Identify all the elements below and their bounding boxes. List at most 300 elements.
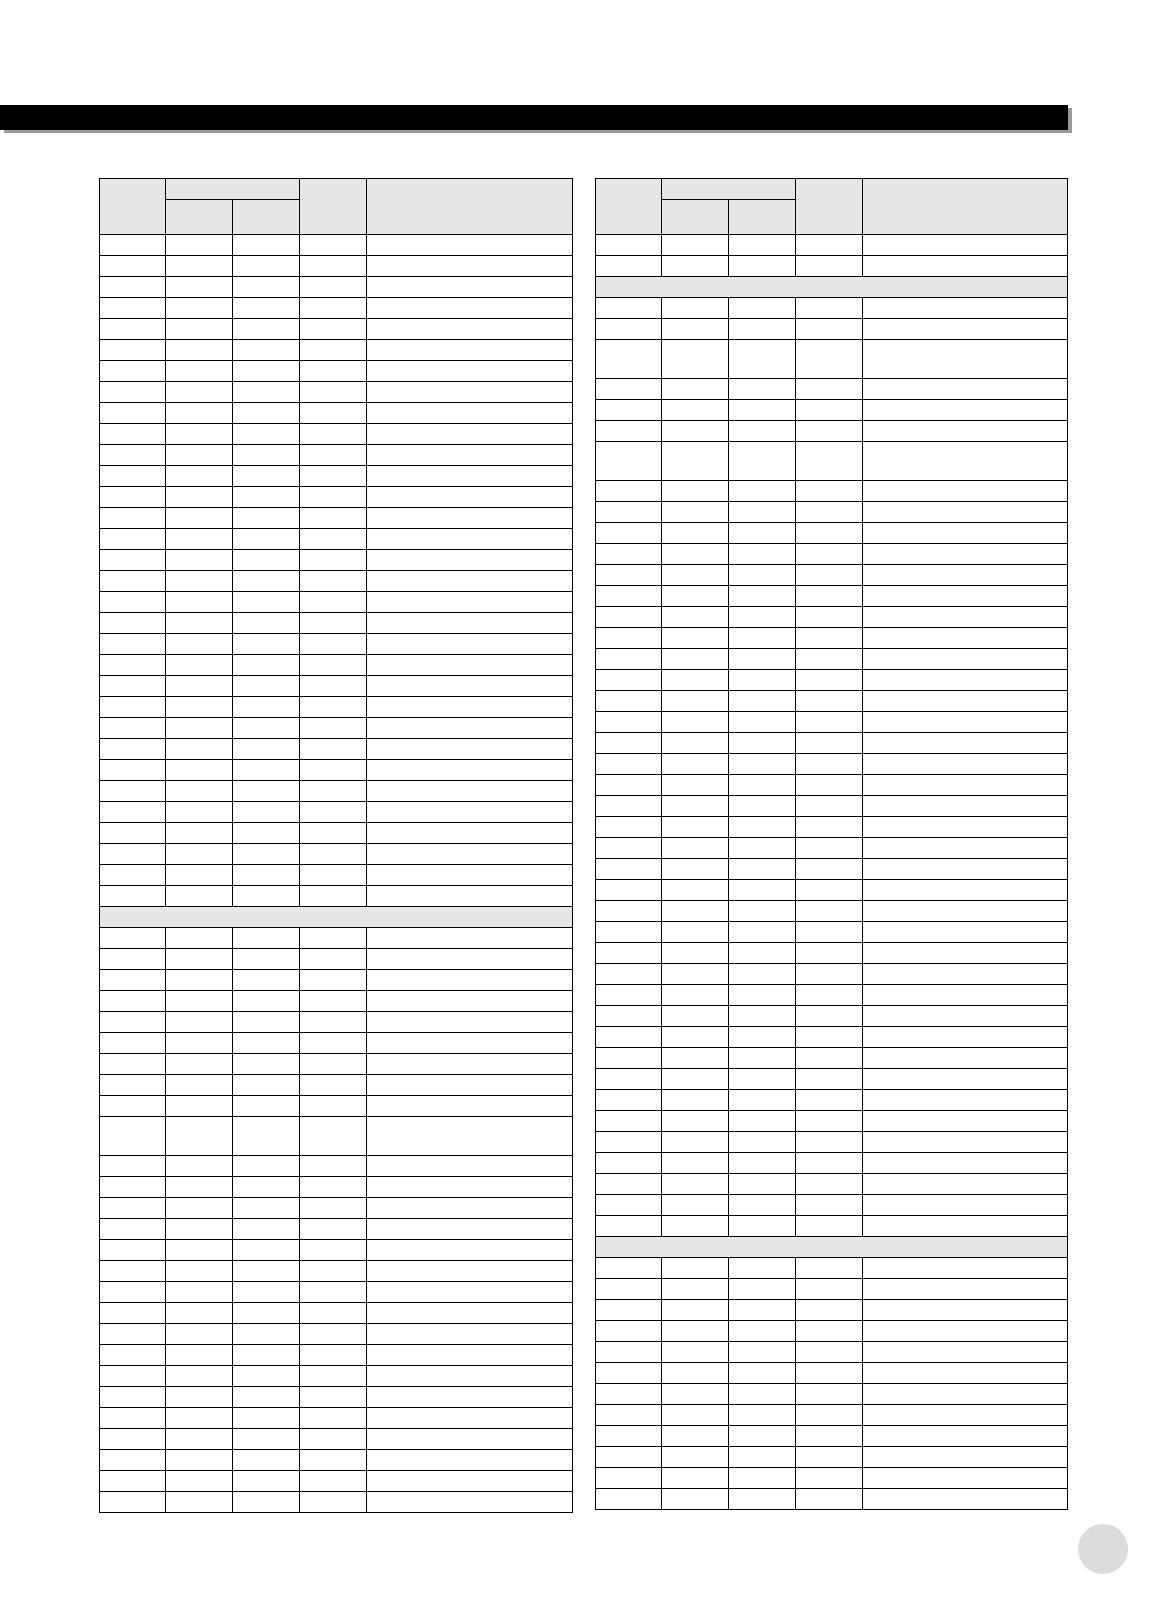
table-row xyxy=(596,880,1068,901)
cell-voice-name xyxy=(367,424,573,445)
cell-lsb xyxy=(233,592,300,613)
cell-number xyxy=(100,571,166,592)
cell-lsb xyxy=(729,712,796,733)
cell-msb xyxy=(166,298,233,319)
cell-program xyxy=(300,1177,367,1198)
cell-msb xyxy=(662,712,729,733)
table-row xyxy=(100,1282,573,1303)
cell-number xyxy=(100,865,166,886)
cell-lsb xyxy=(233,676,300,697)
cell-program xyxy=(796,1111,863,1132)
cell-msb xyxy=(166,1492,233,1513)
cell-lsb xyxy=(233,298,300,319)
table-row xyxy=(100,613,573,634)
cell-voice-name xyxy=(863,901,1068,922)
cell-lsb xyxy=(729,298,796,319)
cell-program xyxy=(796,256,863,277)
table-row xyxy=(596,1279,1068,1300)
cell-program xyxy=(796,628,863,649)
cell-msb xyxy=(166,718,233,739)
table-row xyxy=(100,1366,573,1387)
cell-program xyxy=(300,1408,367,1429)
cell-number xyxy=(596,1405,662,1426)
cell-program xyxy=(796,1027,863,1048)
cell-lsb xyxy=(233,256,300,277)
cell-number xyxy=(100,1033,166,1054)
cell-lsb xyxy=(729,1258,796,1279)
cell-lsb xyxy=(729,1363,796,1384)
header-group xyxy=(662,179,796,200)
cell-number xyxy=(596,1384,662,1405)
cell-voice-name xyxy=(863,421,1068,442)
cell-program xyxy=(796,1090,863,1111)
table-row xyxy=(596,502,1068,523)
cell-voice-name xyxy=(863,943,1068,964)
cell-program xyxy=(796,235,863,256)
cell-number xyxy=(100,718,166,739)
cell-number xyxy=(100,739,166,760)
cell-number xyxy=(100,1198,166,1219)
table-header-row xyxy=(100,179,573,200)
cell-lsb xyxy=(233,718,300,739)
cell-msb xyxy=(662,523,729,544)
cell-number xyxy=(596,1069,662,1090)
cell-program xyxy=(796,1006,863,1027)
cell-voice-name xyxy=(367,382,573,403)
cell-program xyxy=(300,823,367,844)
cell-number xyxy=(596,298,662,319)
cell-voice-name xyxy=(367,1033,573,1054)
table-row xyxy=(100,781,573,802)
cell-program xyxy=(796,1132,863,1153)
cell-lsb xyxy=(729,691,796,712)
table-row xyxy=(596,649,1068,670)
table-row xyxy=(100,1033,573,1054)
cell-voice-name xyxy=(863,298,1068,319)
cell-program xyxy=(796,691,863,712)
cell-msb xyxy=(166,1366,233,1387)
cell-program xyxy=(300,1324,367,1345)
section-label xyxy=(596,277,1068,298)
cell-program xyxy=(300,1156,367,1177)
cell-program xyxy=(300,235,367,256)
cell-msb xyxy=(166,823,233,844)
cell-voice-name xyxy=(367,1240,573,1261)
cell-lsb xyxy=(729,1384,796,1405)
cell-number xyxy=(596,985,662,1006)
cell-lsb xyxy=(729,880,796,901)
cell-voice-name xyxy=(863,1447,1068,1468)
cell-program xyxy=(796,880,863,901)
cell-voice-name xyxy=(367,823,573,844)
table-row xyxy=(100,1219,573,1240)
cell-voice-name xyxy=(367,1117,573,1156)
cell-number xyxy=(596,943,662,964)
cell-msb xyxy=(166,634,233,655)
cell-msb xyxy=(662,442,729,481)
cell-lsb xyxy=(729,1489,796,1510)
cell-number xyxy=(596,838,662,859)
table-row xyxy=(100,949,573,970)
table-row xyxy=(596,442,1068,481)
cell-voice-name xyxy=(863,1300,1068,1321)
cell-lsb xyxy=(729,1468,796,1489)
cell-lsb xyxy=(729,1195,796,1216)
cell-number xyxy=(596,1027,662,1048)
cell-voice-name xyxy=(863,1090,1068,1111)
table-row xyxy=(100,1429,573,1450)
table-row xyxy=(596,1132,1068,1153)
cell-program xyxy=(300,949,367,970)
cell-number xyxy=(100,697,166,718)
cell-number xyxy=(100,1261,166,1282)
cell-msb xyxy=(166,1117,233,1156)
cell-lsb xyxy=(729,1048,796,1069)
cell-lsb xyxy=(233,1198,300,1219)
cell-number xyxy=(100,340,166,361)
cell-msb xyxy=(166,739,233,760)
cell-program xyxy=(796,1321,863,1342)
cell-number xyxy=(100,550,166,571)
cell-voice-name xyxy=(367,613,573,634)
table-row xyxy=(100,340,573,361)
table-row xyxy=(596,838,1068,859)
cell-number xyxy=(100,1429,166,1450)
cell-msb xyxy=(662,1489,729,1510)
cell-voice-name xyxy=(863,1489,1068,1510)
cell-voice-name xyxy=(863,565,1068,586)
cell-number xyxy=(596,754,662,775)
table-row xyxy=(596,985,1068,1006)
cell-msb xyxy=(166,1075,233,1096)
cell-number xyxy=(100,844,166,865)
cell-voice-name xyxy=(367,634,573,655)
cell-voice-name xyxy=(367,1219,573,1240)
cell-lsb xyxy=(233,1450,300,1471)
cell-program xyxy=(796,319,863,340)
cell-lsb xyxy=(233,928,300,949)
table-row xyxy=(596,523,1068,544)
cell-lsb xyxy=(233,886,300,907)
cell-voice-name xyxy=(367,802,573,823)
cell-voice-name xyxy=(367,865,573,886)
cell-program xyxy=(796,1153,863,1174)
cell-lsb xyxy=(729,775,796,796)
cell-lsb xyxy=(233,235,300,256)
cell-number xyxy=(596,775,662,796)
cell-number xyxy=(100,1075,166,1096)
cell-voice-name xyxy=(863,1069,1068,1090)
cell-voice-name xyxy=(367,1282,573,1303)
cell-lsb xyxy=(233,1303,300,1324)
cell-program xyxy=(300,970,367,991)
table-row xyxy=(596,1174,1068,1195)
cell-lsb xyxy=(729,421,796,442)
table-row xyxy=(100,970,573,991)
cell-number xyxy=(596,1048,662,1069)
cell-program xyxy=(300,802,367,823)
cell-number xyxy=(100,487,166,508)
table-row xyxy=(100,1054,573,1075)
table-row xyxy=(100,1156,573,1177)
cell-msb xyxy=(166,1177,233,1198)
cell-number xyxy=(100,1240,166,1261)
table-row xyxy=(596,1447,1068,1468)
table-row xyxy=(100,277,573,298)
cell-number xyxy=(596,901,662,922)
page-number-badge xyxy=(1078,1524,1128,1574)
cell-voice-name xyxy=(863,1027,1068,1048)
cell-lsb xyxy=(233,844,300,865)
cell-number xyxy=(100,1012,166,1033)
cell-lsb xyxy=(729,442,796,481)
cell-msb xyxy=(166,466,233,487)
cell-number xyxy=(100,760,166,781)
cell-number xyxy=(596,670,662,691)
cell-program xyxy=(300,613,367,634)
cell-program xyxy=(300,718,367,739)
voice-list-table-right xyxy=(595,178,1068,1510)
cell-number xyxy=(100,781,166,802)
cell-program xyxy=(796,838,863,859)
cell-program xyxy=(300,424,367,445)
cell-number xyxy=(100,277,166,298)
cell-voice-name xyxy=(863,922,1068,943)
table-row xyxy=(596,733,1068,754)
table-row xyxy=(100,1012,573,1033)
cell-msb xyxy=(662,421,729,442)
cell-program xyxy=(796,298,863,319)
cell-number xyxy=(100,1450,166,1471)
cell-number xyxy=(596,817,662,838)
cell-lsb xyxy=(233,1471,300,1492)
cell-msb xyxy=(166,781,233,802)
cell-program xyxy=(300,1471,367,1492)
cell-msb xyxy=(166,970,233,991)
cell-msb xyxy=(166,886,233,907)
cell-voice-name xyxy=(367,361,573,382)
cell-number xyxy=(100,1387,166,1408)
cell-lsb xyxy=(729,1447,796,1468)
cell-lsb xyxy=(729,1153,796,1174)
cell-number xyxy=(100,403,166,424)
cell-lsb xyxy=(233,802,300,823)
cell-msb xyxy=(662,502,729,523)
cell-number xyxy=(596,1195,662,1216)
cell-voice-name xyxy=(863,400,1068,421)
cell-voice-name xyxy=(863,1006,1068,1027)
cell-number xyxy=(100,991,166,1012)
cell-msb xyxy=(662,544,729,565)
cell-program xyxy=(300,319,367,340)
cell-lsb xyxy=(233,613,300,634)
cell-voice-name xyxy=(863,586,1068,607)
cell-number xyxy=(100,949,166,970)
cell-number xyxy=(596,1111,662,1132)
header-sub-1 xyxy=(662,200,729,235)
cell-voice-name xyxy=(367,1096,573,1117)
cell-number xyxy=(100,361,166,382)
cell-program xyxy=(300,1303,367,1324)
cell-lsb xyxy=(233,634,300,655)
cell-lsb xyxy=(729,1426,796,1447)
table-row xyxy=(100,256,573,277)
cell-program xyxy=(796,379,863,400)
cell-voice-name xyxy=(863,1321,1068,1342)
cell-number xyxy=(100,1345,166,1366)
table-row xyxy=(596,235,1068,256)
cell-lsb xyxy=(729,901,796,922)
cell-msb xyxy=(662,880,729,901)
section-label xyxy=(100,907,573,928)
table-row xyxy=(596,1027,1068,1048)
cell-voice-name xyxy=(367,991,573,1012)
header-sub-2 xyxy=(233,200,300,235)
cell-voice-name xyxy=(367,1303,573,1324)
cell-voice-name xyxy=(863,1132,1068,1153)
table-row xyxy=(100,1075,573,1096)
section-row xyxy=(596,277,1068,298)
cell-voice-name xyxy=(863,649,1068,670)
cell-msb xyxy=(166,865,233,886)
cell-program xyxy=(300,550,367,571)
cell-lsb xyxy=(233,487,300,508)
cell-program xyxy=(796,1489,863,1510)
cell-program xyxy=(300,1198,367,1219)
cell-number xyxy=(596,481,662,502)
cell-program xyxy=(300,340,367,361)
cell-msb xyxy=(166,1471,233,1492)
cell-number xyxy=(100,1303,166,1324)
cell-number xyxy=(596,400,662,421)
cell-lsb xyxy=(729,670,796,691)
cell-voice-name xyxy=(367,1012,573,1033)
cell-lsb xyxy=(233,1387,300,1408)
cell-program xyxy=(300,382,367,403)
cell-voice-name xyxy=(367,1198,573,1219)
cell-program xyxy=(300,781,367,802)
cell-lsb xyxy=(233,1033,300,1054)
cell-number xyxy=(596,256,662,277)
cell-voice-name xyxy=(367,928,573,949)
cell-number xyxy=(100,508,166,529)
cell-lsb xyxy=(233,1345,300,1366)
cell-number xyxy=(100,319,166,340)
cell-program xyxy=(300,1492,367,1513)
table-row xyxy=(596,712,1068,733)
cell-msb xyxy=(662,901,729,922)
cell-number xyxy=(596,565,662,586)
cell-program xyxy=(796,964,863,985)
cell-lsb xyxy=(729,319,796,340)
cell-program xyxy=(796,859,863,880)
cell-voice-name xyxy=(863,712,1068,733)
cell-program xyxy=(300,487,367,508)
cell-msb xyxy=(662,796,729,817)
cell-voice-name xyxy=(367,340,573,361)
cell-voice-name xyxy=(863,1048,1068,1069)
cell-lsb xyxy=(233,277,300,298)
cell-number xyxy=(596,1153,662,1174)
table-row xyxy=(596,1195,1068,1216)
table-row xyxy=(100,1198,573,1219)
table-row xyxy=(100,424,573,445)
cell-voice-name xyxy=(367,508,573,529)
cell-msb xyxy=(662,775,729,796)
cell-lsb xyxy=(729,649,796,670)
cell-msb xyxy=(662,298,729,319)
cell-lsb xyxy=(729,1006,796,1027)
cell-msb xyxy=(662,733,729,754)
cell-msb xyxy=(662,319,729,340)
cell-voice-name xyxy=(863,691,1068,712)
cell-program xyxy=(300,928,367,949)
cell-program xyxy=(300,1282,367,1303)
table-row xyxy=(596,1468,1068,1489)
cell-msb xyxy=(166,403,233,424)
table-row xyxy=(596,964,1068,985)
table-row xyxy=(596,1069,1068,1090)
cell-msb xyxy=(662,1426,729,1447)
cell-lsb xyxy=(729,838,796,859)
table-row xyxy=(100,466,573,487)
table-row xyxy=(100,676,573,697)
cell-program xyxy=(300,445,367,466)
header-group xyxy=(166,179,300,200)
cell-lsb xyxy=(233,1096,300,1117)
cell-number xyxy=(596,319,662,340)
table-row xyxy=(596,421,1068,442)
cell-msb xyxy=(662,1006,729,1027)
cell-number xyxy=(100,613,166,634)
cell-number xyxy=(100,382,166,403)
cell-voice-name xyxy=(367,844,573,865)
cell-program xyxy=(796,481,863,502)
cell-lsb xyxy=(233,655,300,676)
cell-lsb xyxy=(233,1324,300,1345)
cell-number xyxy=(100,529,166,550)
table-row xyxy=(100,1324,573,1345)
cell-msb xyxy=(166,991,233,1012)
cell-lsb xyxy=(729,565,796,586)
cell-msb xyxy=(166,550,233,571)
cell-lsb xyxy=(729,481,796,502)
cell-program xyxy=(796,523,863,544)
header-col-1 xyxy=(596,179,662,235)
cell-voice-name xyxy=(863,859,1068,880)
section-label xyxy=(596,1237,1068,1258)
cell-voice-name xyxy=(863,1426,1068,1447)
cell-program xyxy=(796,712,863,733)
cell-lsb xyxy=(233,865,300,886)
cell-number xyxy=(100,886,166,907)
cell-voice-name xyxy=(367,1075,573,1096)
cell-lsb xyxy=(233,361,300,382)
cell-lsb xyxy=(233,340,300,361)
cell-msb xyxy=(662,1132,729,1153)
cell-lsb xyxy=(729,943,796,964)
cell-voice-name xyxy=(367,1345,573,1366)
cell-number xyxy=(100,235,166,256)
cell-program xyxy=(796,1279,863,1300)
cell-lsb xyxy=(729,1111,796,1132)
cell-number xyxy=(100,424,166,445)
cell-number xyxy=(596,1447,662,1468)
cell-msb xyxy=(662,1279,729,1300)
cell-lsb xyxy=(233,1177,300,1198)
cell-voice-name xyxy=(863,964,1068,985)
cell-program xyxy=(796,502,863,523)
